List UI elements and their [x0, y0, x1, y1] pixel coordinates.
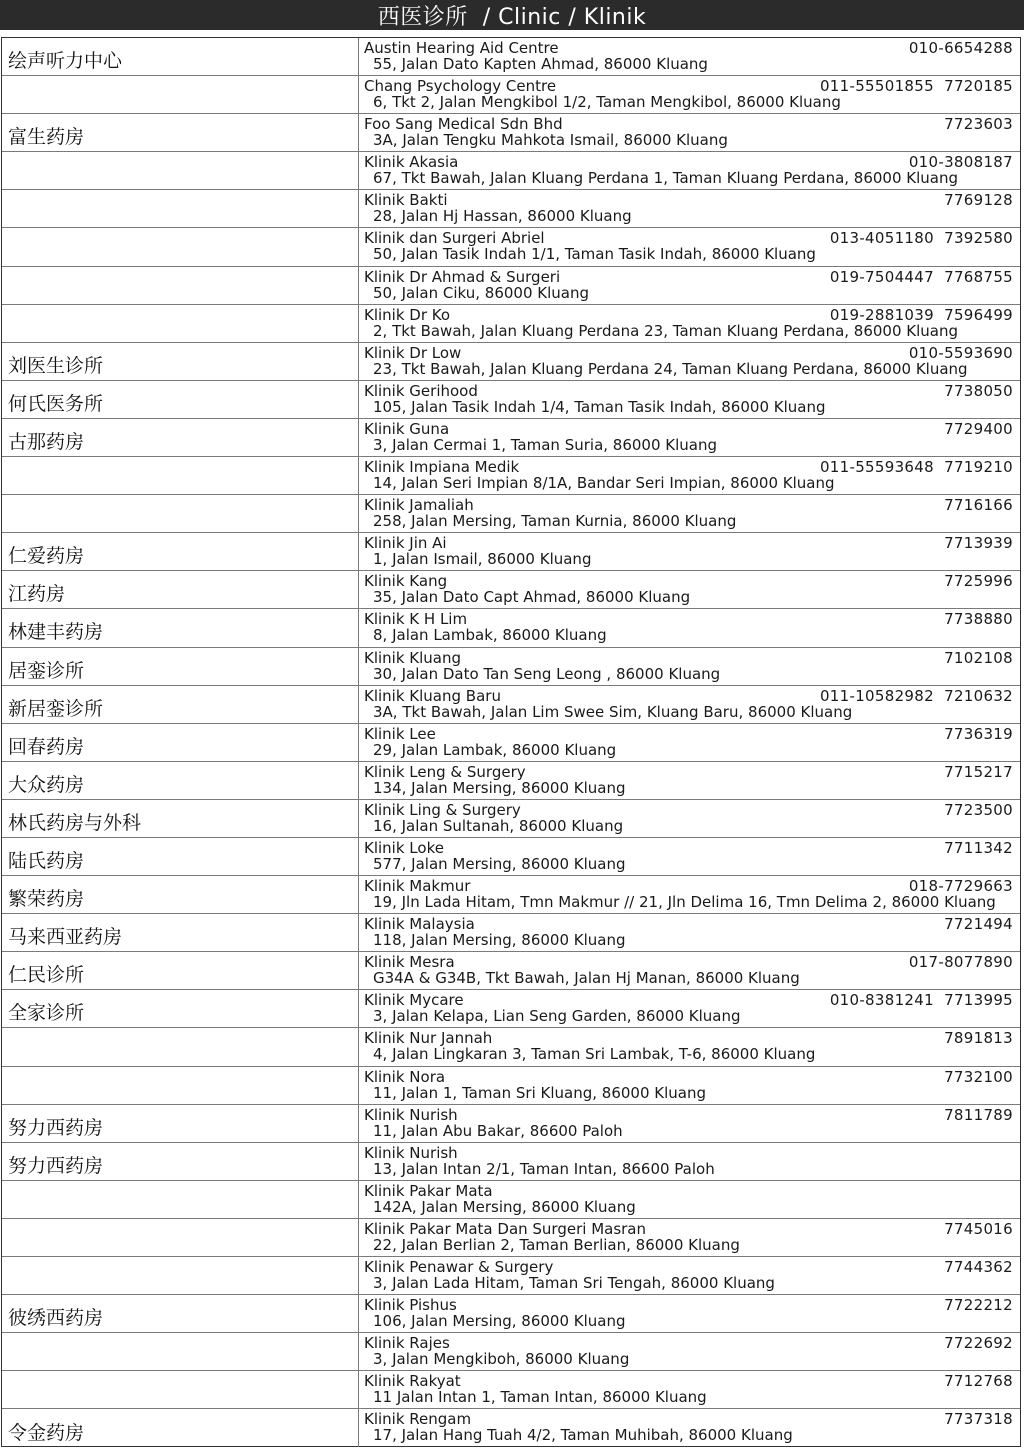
directory-row [2, 1371, 1020, 1409]
clinic-name: Klinik Pishus [364, 1296, 457, 1315]
clinic-phone: 013-4051180 7392580 [829, 229, 1013, 248]
directory-row [2, 1295, 1020, 1333]
clinic-info-cell [359, 686, 1020, 723]
chinese-name-cell [2, 76, 359, 113]
clinic-address: 6, Tkt 2, Jalan Mengkibol 1/2, Taman Mengkibol, 86000 Kluang [373, 93, 841, 112]
clinic-name: Klinik Nur Jannah [364, 1029, 493, 1048]
clinic-name: Klinik Loke [364, 838, 444, 857]
chinese-name: 林建丰药房 [8, 621, 104, 644]
clinic-name: Klinik Gerihood [364, 381, 478, 400]
directory-row [2, 914, 1020, 952]
clinic-phone: 7716166 [944, 496, 1013, 515]
clinic-name: Klinik Dr Ahmad & Surgeri [364, 267, 561, 286]
clinic-phone: 7711342 [944, 838, 1013, 857]
chinese-name-cell [2, 990, 359, 1027]
directory-row [2, 686, 1020, 724]
clinic-info-cell [359, 533, 1020, 570]
chinese-name: 全家诊所 [8, 1002, 85, 1025]
page-title: 西医诊所 / Clinic / Klinik [377, 4, 647, 30]
chinese-name: 努力西药房 [8, 1154, 104, 1177]
chinese-name-cell [2, 381, 359, 418]
directory-row [2, 267, 1020, 305]
clinic-phone: 011-55501855 7720185 [819, 77, 1013, 96]
clinic-phone: 7722692 [944, 1334, 1013, 1353]
clinic-info-cell [359, 114, 1020, 151]
clinic-name: Klinik Pakar Mata [364, 1181, 493, 1200]
chinese-name-cell [2, 1219, 359, 1256]
directory-row [2, 457, 1020, 495]
clinic-phone: 7722212 [944, 1296, 1013, 1315]
chinese-name: 绘声听力中心 [8, 50, 123, 73]
clinic-phone: 019-7504447 7768755 [829, 267, 1013, 286]
chinese-name-cell [2, 1371, 359, 1408]
clinic-name: Chang Psychology Centre [364, 77, 557, 96]
clinic-name: Klinik Makmur [364, 877, 471, 896]
chinese-name: 大众药房 [8, 773, 85, 796]
directory-row [2, 1181, 1020, 1219]
chinese-name-cell [2, 876, 359, 913]
clinic-info-cell [359, 609, 1020, 646]
clinic-phone: 011-10582982 7210632 [819, 686, 1013, 705]
clinic-phone: 7738050 [944, 381, 1013, 400]
clinic-address: 28, Jalan Hj Hassan, 86000 Kluang [373, 207, 632, 226]
clinic-phone: 010-6654288 [908, 39, 1013, 57]
clinic-info-cell [359, 800, 1020, 837]
directory-row [2, 800, 1020, 838]
clinic-phone: 7811789 [944, 1105, 1013, 1124]
chinese-name-cell [2, 1257, 359, 1294]
clinic-info-cell [359, 914, 1020, 951]
clinic-info-cell [359, 190, 1020, 227]
directory-row [2, 1143, 1020, 1181]
clinic-info-cell [359, 990, 1020, 1027]
clinic-info-cell [359, 648, 1020, 685]
clinic-name: Klinik Malaysia [364, 915, 475, 934]
chinese-name-cell [2, 1067, 359, 1104]
clinic-phone: 7723603 [944, 115, 1013, 134]
clinic-address: 14, Jalan Seri Impian 8/1A, Bandar Seri Impian, 86000 Kluang [373, 474, 835, 493]
clinic-phone: 7738880 [944, 610, 1013, 629]
clinic-info-cell [359, 1143, 1020, 1180]
clinic-info-cell [359, 305, 1020, 342]
clinic-phone: 7745016 [944, 1219, 1013, 1238]
directory-row [2, 533, 1020, 571]
clinic-info-cell [359, 76, 1020, 113]
chinese-name: 富生药房 [8, 126, 85, 149]
chinese-name: 繁荣药房 [8, 888, 85, 911]
directory-row [2, 76, 1020, 114]
clinic-address: G34A & G34B, Tkt Bawah, Jalan Hj Manan, 86000 Kluang [373, 969, 800, 988]
clinic-address: 55, Jalan Dato Kapten Ahmad, 86000 Kluang [373, 55, 708, 73]
chinese-name-cell [2, 914, 359, 951]
clinic-phone: 7769128 [944, 191, 1013, 210]
clinic-address: 22, Jalan Berlian 2, Taman Berlian, 86000 Kluang [373, 1235, 740, 1254]
clinic-phone: 7736319 [944, 724, 1013, 743]
clinic-name: Klinik Mycare [364, 991, 464, 1010]
clinic-phone: 011-55593648 7719210 [819, 458, 1013, 477]
clinic-address: 8, Jalan Lambak, 86000 Kluang [373, 626, 607, 645]
clinic-phone: 010-3808187 [908, 153, 1013, 172]
clinic-phone: 7737318 [944, 1410, 1013, 1429]
clinic-name: Klinik Lee [364, 724, 436, 743]
clinic-name: Klinik Penawar & Surgery [364, 1258, 554, 1276]
clinic-name: Klinik Impiana Medik [364, 458, 520, 477]
clinic-info-cell [359, 1105, 1020, 1142]
clinic-address: 29, Jalan Lambak, 86000 Kluang [373, 740, 617, 759]
chinese-name-cell [2, 648, 359, 685]
clinic-info-cell [359, 1181, 1020, 1218]
clinic-address: 23, Tkt Bawah, Jalan Kluang Perdana 24, Taman Kluang Perdana, 86000 Kluang [373, 359, 968, 378]
directory-row [2, 1028, 1020, 1066]
directory-row [2, 381, 1020, 419]
chinese-name-cell [2, 1295, 359, 1332]
clinic-name: Klinik K H Lim [364, 610, 468, 629]
clinic-info-cell [359, 1028, 1020, 1065]
clinic-address: 3, Jalan Mengkiboh, 86000 Kluang [373, 1350, 630, 1369]
chinese-name-cell [2, 343, 359, 380]
clinic-info-cell [359, 571, 1020, 608]
directory-row [2, 1257, 1020, 1295]
chinese-name-cell [2, 267, 359, 304]
chinese-name: 居銮诊所 [8, 659, 85, 682]
clinic-name: Klinik Rakyat [364, 1372, 461, 1391]
clinic-address: 105, Jalan Tasik Indah 1/4, Taman Tasik Indah, 86000 Kluang [373, 397, 826, 416]
clinic-address: 258, Jalan Mersing, Taman Kurnia, 86000 Kluang [373, 512, 737, 531]
directory-row [2, 152, 1020, 190]
directory-row [2, 419, 1020, 457]
directory-row [2, 724, 1020, 762]
clinic-phone: 7715217 [944, 762, 1013, 781]
clinic-address: 35, Jalan Dato Capt Ahmad, 86000 Kluang [373, 588, 691, 607]
clinic-address: 3, Jalan Kelapa, Lian Seng Garden, 86000 Kluang [373, 1007, 741, 1026]
directory-row [2, 952, 1020, 990]
clinic-address: 2, Tkt Bawah, Jalan Kluang Perdana 23, Taman Kluang Perdana, 86000 Kluang [373, 321, 959, 340]
clinic-phone: 7744362 [944, 1258, 1013, 1276]
chinese-name-cell [2, 114, 359, 151]
directory-row [2, 228, 1020, 266]
clinic-address: 13, Jalan Intan 2/1, Taman Intan, 86600 Paloh [373, 1159, 715, 1178]
chinese-name-cell [2, 952, 359, 989]
clinic-name: Klinik Nurish [364, 1143, 458, 1162]
clinic-address: 11, Jalan 1, Taman Sri Kluang, 86000 Kluang [373, 1083, 707, 1102]
clinic-name: Foo Sang Medical Sdn Bhd [364, 115, 563, 134]
clinic-phone: 019-2881039 7596499 [829, 305, 1013, 324]
clinic-address: 16, Jalan Sultanah, 86000 Kluang [373, 816, 624, 835]
chinese-name: 回春药房 [8, 735, 85, 758]
chinese-name-cell [2, 495, 359, 532]
directory-row [2, 114, 1020, 152]
chinese-name-cell [2, 1181, 359, 1218]
clinic-phone: 7712768 [944, 1372, 1013, 1391]
chinese-name: 仁爱药房 [8, 545, 85, 568]
clinic-name: Klinik Nora [364, 1067, 446, 1086]
chinese-name-cell [2, 457, 359, 494]
chinese-name: 马来西亚药房 [8, 926, 123, 949]
clinic-name: Austin Hearing Aid Centre [364, 39, 559, 57]
directory-row [2, 1219, 1020, 1257]
clinic-address: 3, Jalan Cermai 1, Taman Suria, 86000 Kluang [373, 435, 718, 454]
chinese-name-cell [2, 1333, 359, 1370]
chinese-name-cell [2, 1409, 359, 1447]
clinic-phone: 7723500 [944, 800, 1013, 819]
clinic-name: Klinik Kluang Baru [364, 686, 501, 705]
clinic-address: 11, Jalan Abu Bakar, 86600 Paloh [373, 1121, 623, 1140]
chinese-name: 古那药房 [8, 430, 85, 453]
clinic-phone: 010-8381241 7713995 [829, 991, 1013, 1010]
clinic-name: Klinik Akasia [364, 153, 459, 172]
clinic-name: Klinik dan Surgeri Abriel [364, 229, 545, 248]
clinic-address: 50, Jalan Ciku, 86000 Kluang [373, 283, 589, 302]
clinic-name: Klinik Mesra [364, 953, 455, 972]
clinic-phone: 7102108 [944, 648, 1013, 667]
clinic-info-cell [359, 1219, 1020, 1256]
chinese-name-cell [2, 800, 359, 837]
chinese-name-cell [2, 228, 359, 265]
clinic-name: Klinik Leng & Surgery [364, 762, 526, 781]
chinese-name-cell [2, 609, 359, 646]
clinic-address: 1, Jalan Ismail, 86000 Kluang [373, 550, 592, 569]
chinese-name: 彼绣西药房 [8, 1307, 104, 1330]
clinic-info-cell [359, 838, 1020, 875]
clinic-name: Klinik Nurish [364, 1105, 458, 1124]
clinic-info-cell [359, 228, 1020, 265]
clinic-info-cell [359, 952, 1020, 989]
clinic-directory-table [1, 37, 1021, 1447]
clinic-name: Klinik Jin Ai [364, 534, 447, 553]
clinic-info-cell [359, 1295, 1020, 1332]
clinic-info-cell [359, 1257, 1020, 1294]
clinic-info-cell [359, 876, 1020, 913]
clinic-address: 17, Jalan Hang Tuah 4/2, Taman Muhibah, 86000 Kluang [373, 1426, 793, 1445]
chinese-name-cell [2, 1105, 359, 1142]
chinese-name-cell [2, 1028, 359, 1065]
chinese-name-cell [2, 1143, 359, 1180]
clinic-phone: 017-8077890 [908, 953, 1013, 972]
directory-row [2, 1333, 1020, 1371]
clinic-phone: 7713939 [944, 534, 1013, 553]
chinese-name: 努力西药房 [8, 1116, 104, 1139]
chinese-name-cell [2, 38, 359, 75]
clinic-phone: 7732100 [944, 1067, 1013, 1086]
clinic-info-cell [359, 724, 1020, 761]
clinic-name: Klinik Jamaliah [364, 496, 474, 515]
directory-row [2, 1067, 1020, 1105]
page-header [0, 0, 1024, 30]
clinic-info-cell [359, 1409, 1020, 1447]
chinese-name-cell [2, 571, 359, 608]
clinic-address: 577, Jalan Mersing, 86000 Kluang [373, 854, 626, 873]
clinic-phone: 018-7729663 [908, 877, 1013, 896]
directory-row [2, 648, 1020, 686]
chinese-name: 仁民诊所 [8, 964, 85, 987]
chinese-name: 林氏药房与外科 [8, 811, 142, 834]
directory-row [2, 190, 1020, 228]
clinic-address: 67, Tkt Bawah, Jalan Kluang Perdana 1, Taman Kluang Perdana, 86000 Kluang [373, 169, 959, 188]
chinese-name: 新居銮诊所 [8, 697, 104, 720]
directory-row [2, 1409, 1020, 1447]
chinese-name-cell [2, 533, 359, 570]
chinese-name-cell [2, 152, 359, 189]
chinese-name-cell [2, 724, 359, 761]
chinese-name: 何氏医务所 [8, 392, 104, 415]
clinic-address: 118, Jalan Mersing, 86000 Kluang [373, 931, 626, 950]
chinese-name: 刘医生诊所 [8, 354, 104, 377]
chinese-name: 陆氏药房 [8, 850, 85, 873]
clinic-info-cell [359, 1371, 1020, 1408]
directory-row [2, 343, 1020, 381]
clinic-address: 3, Jalan Lada Hitam, Taman Sri Tengah, 86000 Kluang [373, 1274, 775, 1292]
chinese-name-cell [2, 305, 359, 342]
directory-row [2, 305, 1020, 343]
chinese-name-cell [2, 838, 359, 875]
clinic-address: 30, Jalan Dato Tan Seng Leong , 86000 Kluang [373, 664, 721, 683]
clinic-name: Klinik Rajes [364, 1334, 450, 1353]
directory-row [2, 876, 1020, 914]
clinic-address: 19, Jln Lada Hitam, Tmn Makmur // 21, Jln Delima 16, Tmn Delima 2, 86000 Kluang [373, 893, 996, 912]
clinic-info-cell [359, 419, 1020, 456]
clinic-info-cell [359, 1067, 1020, 1104]
clinic-name: Klinik Dr Ko [364, 305, 451, 324]
directory-row [2, 1105, 1020, 1143]
directory-row [2, 990, 1020, 1028]
clinic-name: Klinik Rengam [364, 1410, 472, 1429]
clinic-info-cell [359, 457, 1020, 494]
clinic-address: 50, Jalan Tasik Indah 1/1, Taman Tasik Indah, 86000 Kluang [373, 245, 816, 264]
clinic-info-cell [359, 495, 1020, 532]
clinic-phone: 7729400 [944, 419, 1013, 438]
clinic-phone: 7891813 [944, 1029, 1013, 1048]
directory-row [2, 38, 1020, 76]
clinic-name: Klinik Kang [364, 572, 448, 591]
clinic-name: Klinik Guna [364, 419, 450, 438]
chinese-name-cell [2, 762, 359, 799]
clinic-info-cell [359, 343, 1020, 380]
clinic-address: 3A, Jalan Tengku Mahkota Ismail, 86000 Kluang [373, 131, 728, 150]
clinic-info-cell [359, 267, 1020, 304]
directory-row [2, 571, 1020, 609]
directory-row [2, 495, 1020, 533]
clinic-name: Klinik Dr Low [364, 343, 462, 362]
clinic-name: Klinik Ling & Surgery [364, 800, 521, 819]
clinic-address: 142A, Jalan Mersing, 86000 Kluang [373, 1197, 636, 1216]
directory-row [2, 609, 1020, 647]
clinic-address: 3A, Tkt Bawah, Jalan Lim Swee Sim, Kluang Baru, 86000 Kluang [373, 702, 853, 721]
clinic-name: Klinik Bakti [364, 191, 448, 210]
chinese-name-cell [2, 686, 359, 723]
clinic-name: Klinik Pakar Mata Dan Surgeri Masran [364, 1219, 647, 1238]
clinic-info-cell [359, 381, 1020, 418]
clinic-phone: 7721494 [944, 915, 1013, 934]
chinese-name: 江药房 [8, 583, 66, 606]
directory-row [2, 762, 1020, 800]
directory-row [2, 838, 1020, 876]
clinic-info-cell [359, 38, 1020, 75]
chinese-name-cell [2, 419, 359, 456]
clinic-address: 4, Jalan Lingkaran 3, Taman Sri Lambak, T-6, 86000 Kluang [373, 1045, 816, 1064]
chinese-name-cell [2, 190, 359, 227]
clinic-info-cell [359, 762, 1020, 799]
clinic-name: Klinik Kluang [364, 648, 462, 667]
clinic-phone: 7725996 [944, 572, 1013, 591]
clinic-address: 11 Jalan Intan 1, Taman Intan, 86000 Kluang [373, 1388, 707, 1407]
chinese-name: 令金药房 [8, 1421, 85, 1444]
clinic-phone: 010-5593690 [908, 343, 1013, 362]
clinic-address: 134, Jalan Mersing, 86000 Kluang [373, 778, 626, 797]
clinic-info-cell [359, 152, 1020, 189]
clinic-address: 106, Jalan Mersing, 86000 Kluang [373, 1312, 626, 1331]
clinic-info-cell [359, 1333, 1020, 1370]
